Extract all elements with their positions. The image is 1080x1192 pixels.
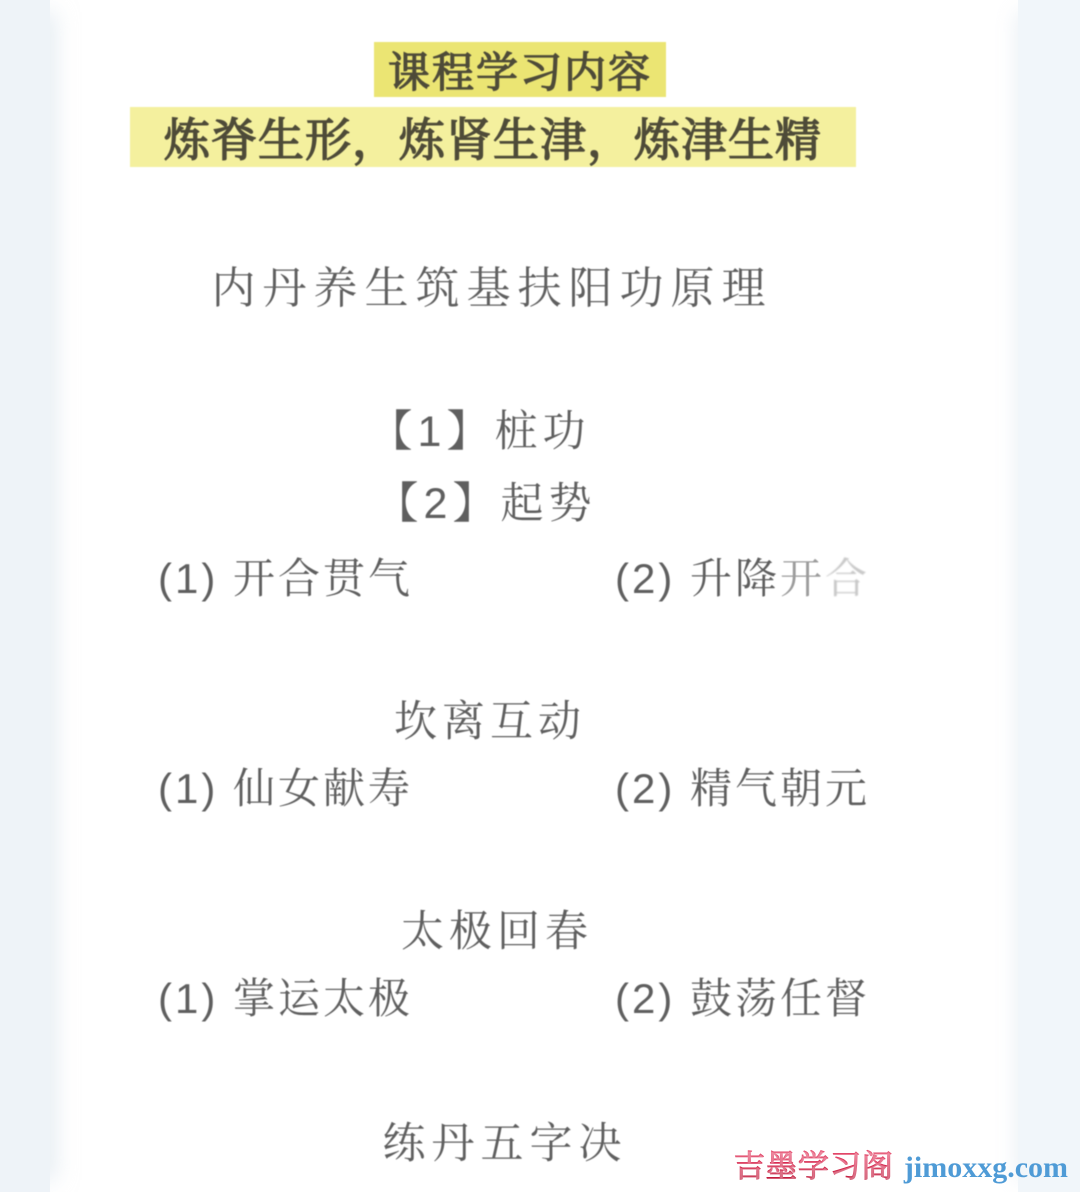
- list-item-essence-qi-to-origin: (2) 精气朝元: [615, 765, 871, 812]
- list-item-palm-moves-taiji: (1) 掌运太极: [158, 975, 414, 1022]
- list-item-open-close-qi: (1) 开合贯气: [158, 555, 414, 602]
- list-item-stir-ren-du: (2) 鼓荡任督: [615, 975, 871, 1022]
- page-title: 课程学习内容: [374, 42, 666, 97]
- principle-heading: 内丹养生筑基扶阳功原理: [211, 264, 773, 313]
- taiji-moves-row: [0, 966, 1080, 1022]
- kanli-moves-row: [0, 756, 1080, 812]
- watermark-site-name: 吉墨学习阁: [734, 1141, 894, 1186]
- site-watermark: [734, 1141, 1068, 1186]
- page-subtitle: 炼脊生形，炼肾生津，炼津生精: [130, 107, 856, 167]
- list-item-fairy-offers-longevity: (1) 仙女献寿: [158, 765, 414, 812]
- footer-heading-five-words: 练丹五字决: [382, 1120, 628, 1168]
- list-item-stance-1: 【1】桩功: [369, 408, 591, 456]
- faded-character: 开: [780, 555, 826, 602]
- section-heading-kanli: 坎离互动: [394, 698, 586, 746]
- section-heading-taiji: 太极回春: [401, 908, 593, 956]
- list-item-rise-fall-open-close: [615, 546, 870, 606]
- opening-moves-row: [0, 546, 1080, 602]
- faded-character: 合: [825, 555, 871, 602]
- watermark-site-url: jimoxxg.com: [903, 1151, 1068, 1184]
- list-item-text: (2) 升降: [615, 555, 781, 602]
- list-item-stance-2: 【2】起势: [375, 480, 597, 528]
